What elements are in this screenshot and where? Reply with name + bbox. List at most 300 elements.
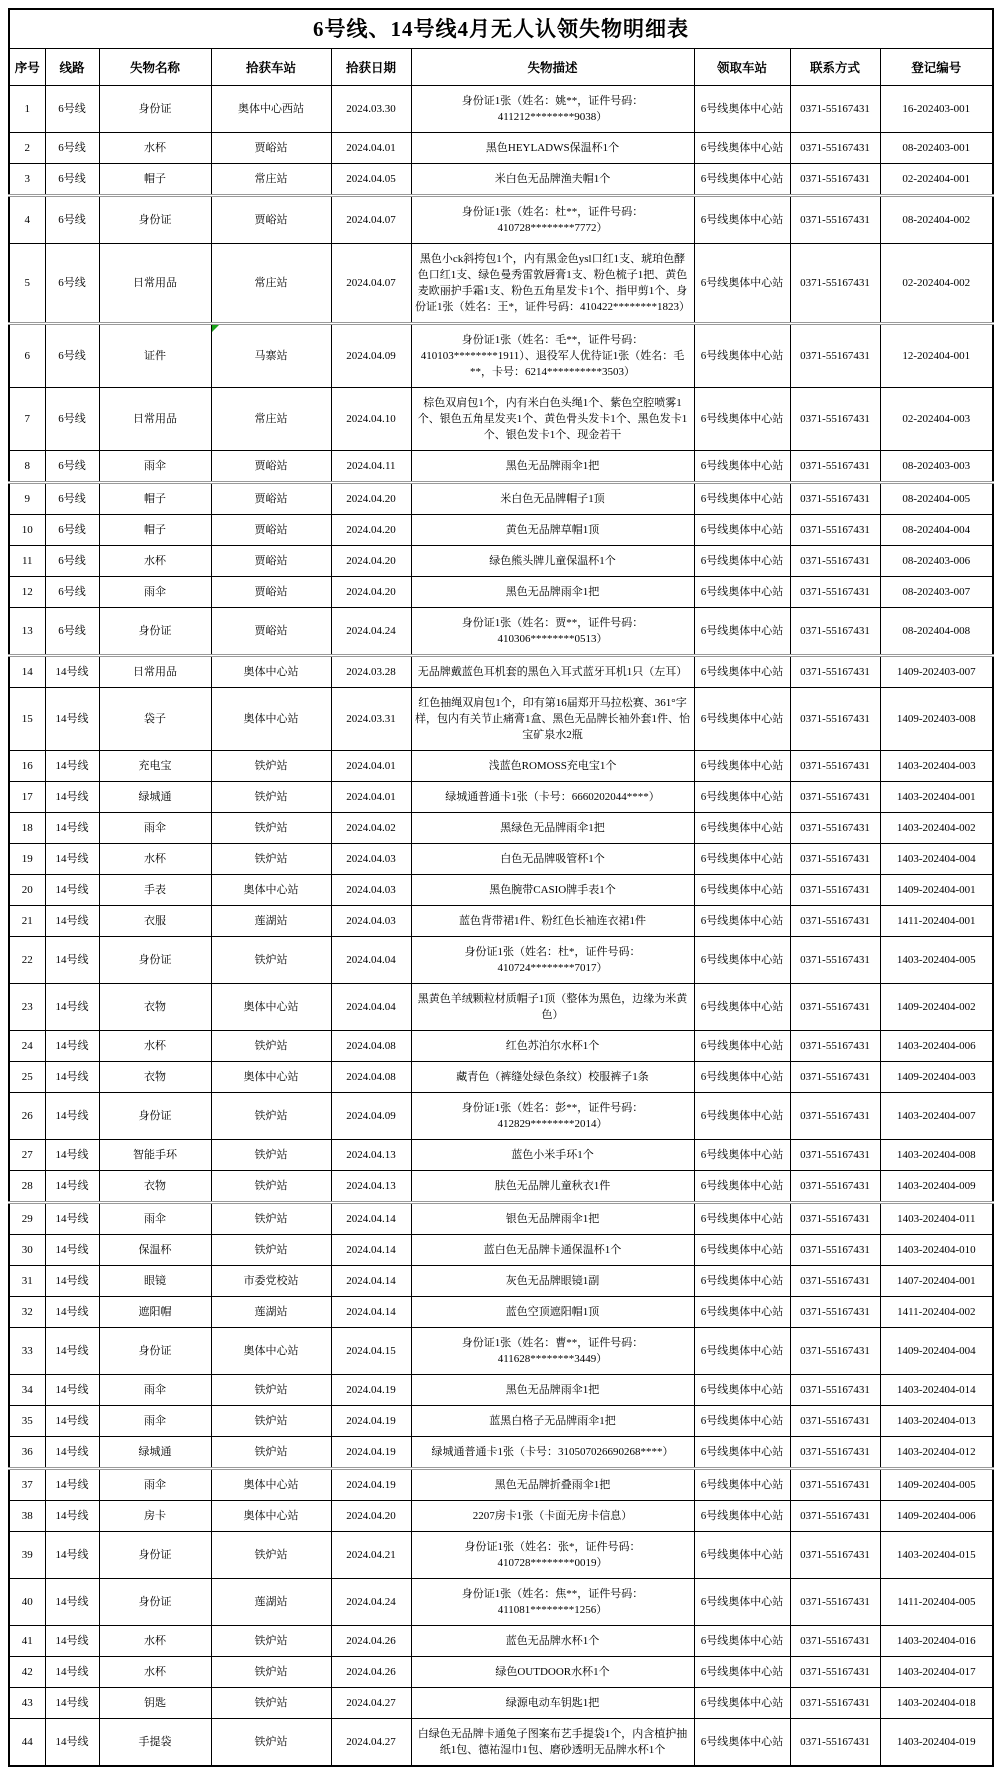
cell-item-name: 雨伞 <box>99 451 211 483</box>
cell-date-found: 2024.04.19 <box>331 1469 411 1501</box>
cell-seq: 41 <box>9 1626 45 1657</box>
cell-item-name: 水杯 <box>99 1626 211 1657</box>
cell-date-found: 2024.04.03 <box>331 906 411 937</box>
cell-contact: 0371-55167431 <box>790 86 880 133</box>
table-row <box>9 1328 993 1375</box>
cell-date-found: 2024.04.07 <box>331 196 411 244</box>
cell-item-name: 身份证 <box>99 1328 211 1375</box>
cell-date-found: 2024.04.09 <box>331 324 411 388</box>
cell-pickup-station: 6号线奥体中心站 <box>694 1031 790 1062</box>
cell-registration-no: 1403-202404-010 <box>880 1235 993 1266</box>
cell-description: 棕色双肩包1个，内有米白色头绳1个、紫色空腔喷雾1个、银色五角星发夹1个、黄色骨头发卡1个、黑色发卡1个、银色发卡1个、现金若干 <box>411 388 694 451</box>
cell-seq: 16 <box>9 751 45 782</box>
cell-registration-no: 1407-202404-001 <box>880 1266 993 1297</box>
cell-station-found: 奥体中心站 <box>211 875 331 906</box>
cell-date-found: 2024.04.01 <box>331 751 411 782</box>
cell-contact: 0371-55167431 <box>790 1266 880 1297</box>
table-row <box>9 1171 993 1203</box>
cell-contact: 0371-55167431 <box>790 937 880 984</box>
cell-pickup-station: 6号线奥体中心站 <box>694 451 790 483</box>
cell-pickup-station: 6号线奥体中心站 <box>694 1579 790 1626</box>
cell-description: 红色抽绳双肩包1个，印有第16届郑开马拉松赛、361°字样，包内有关节止痛膏1盒、黑色无品牌长袖外套1件、怡宝矿泉水2瓶 <box>411 688 694 751</box>
cell-date-found: 2024.03.31 <box>331 688 411 751</box>
cell-contact: 0371-55167431 <box>790 1532 880 1579</box>
cell-station-found: 铁炉站 <box>211 937 331 984</box>
lost-items-table <box>8 8 994 1767</box>
cell-date-found: 2024.04.05 <box>331 164 411 196</box>
cell-line: 14号线 <box>45 688 99 751</box>
cell-contact: 0371-55167431 <box>790 577 880 608</box>
cell-station-found: 铁炉站 <box>211 1031 331 1062</box>
col-header-registration-no: 登记编号 <box>880 49 993 86</box>
cell-registration-no: 1403-202404-008 <box>880 1140 993 1171</box>
col-header-item-name: 失物名称 <box>99 49 211 86</box>
cell-station-found: 常庄站 <box>211 388 331 451</box>
cell-registration-no: 1403-202404-003 <box>880 751 993 782</box>
cell-date-found: 2024.04.08 <box>331 1062 411 1093</box>
cell-station-found: 铁炉站 <box>211 1171 331 1203</box>
cell-contact: 0371-55167431 <box>790 1203 880 1235</box>
cell-description: 蓝色空顶遮阳帽1顶 <box>411 1297 694 1328</box>
cell-contact: 0371-55167431 <box>790 1140 880 1171</box>
cell-registration-no: 1409-202404-005 <box>880 1469 993 1501</box>
cell-line: 14号线 <box>45 1062 99 1093</box>
cell-description: 黑绿色无品牌雨伞1把 <box>411 813 694 844</box>
cell-registration-no: 1411-202404-002 <box>880 1297 993 1328</box>
cell-pickup-station: 6号线奥体中心站 <box>694 1093 790 1140</box>
cell-line: 14号线 <box>45 1437 99 1469</box>
cell-pickup-station: 6号线奥体中心站 <box>694 388 790 451</box>
cell-item-name: 雨伞 <box>99 813 211 844</box>
cell-item-name: 水杯 <box>99 546 211 577</box>
cell-line: 6号线 <box>45 133 99 164</box>
cell-contact: 0371-55167431 <box>790 751 880 782</box>
cell-description: 银色无品牌雨伞1把 <box>411 1203 694 1235</box>
cell-description: 身份证1张（姓名：彭**，证件号码：412829********2014） <box>411 1093 694 1140</box>
table-head <box>9 9 993 86</box>
cell-item-name: 雨伞 <box>99 1406 211 1437</box>
cell-line: 6号线 <box>45 546 99 577</box>
cell-date-found: 2024.04.20 <box>331 1501 411 1532</box>
table-row <box>9 546 993 577</box>
cell-seq: 15 <box>9 688 45 751</box>
cell-line: 14号线 <box>45 1657 99 1688</box>
cell-contact: 0371-55167431 <box>790 984 880 1031</box>
cell-line: 14号线 <box>45 937 99 984</box>
table-row <box>9 656 993 688</box>
table-row <box>9 844 993 875</box>
cell-registration-no: 08-202403-003 <box>880 451 993 483</box>
cell-description: 黑色无品牌雨伞1把 <box>411 577 694 608</box>
cell-pickup-station: 6号线奥体中心站 <box>694 483 790 515</box>
cell-seq: 7 <box>9 388 45 451</box>
cell-contact: 0371-55167431 <box>790 1719 880 1767</box>
cell-registration-no: 08-202403-006 <box>880 546 993 577</box>
cell-pickup-station: 6号线奥体中心站 <box>694 133 790 164</box>
cell-item-name: 衣服 <box>99 906 211 937</box>
cell-date-found: 2024.04.27 <box>331 1719 411 1767</box>
cell-pickup-station: 6号线奥体中心站 <box>694 86 790 133</box>
cell-date-found: 2024.04.02 <box>331 813 411 844</box>
cell-contact: 0371-55167431 <box>790 813 880 844</box>
cell-line: 14号线 <box>45 751 99 782</box>
cell-seq: 13 <box>9 608 45 656</box>
cell-station-found: 市委党校站 <box>211 1266 331 1297</box>
cell-registration-no: 08-202404-002 <box>880 196 993 244</box>
table-row <box>9 1297 993 1328</box>
table-row <box>9 1062 993 1093</box>
cell-seq: 23 <box>9 984 45 1031</box>
cell-station-found: 铁炉站 <box>211 1719 331 1767</box>
cell-item-name: 身份证 <box>99 608 211 656</box>
cell-registration-no: 1403-202404-014 <box>880 1375 993 1406</box>
cell-seq: 20 <box>9 875 45 906</box>
cell-seq: 18 <box>9 813 45 844</box>
table-row <box>9 133 993 164</box>
cell-date-found: 2024.04.20 <box>331 546 411 577</box>
cell-station-found: 奥体中心站 <box>211 688 331 751</box>
table-row <box>9 515 993 546</box>
cell-line: 14号线 <box>45 1031 99 1062</box>
cell-seq: 9 <box>9 483 45 515</box>
cell-contact: 0371-55167431 <box>790 1579 880 1626</box>
cell-item-name: 雨伞 <box>99 1469 211 1501</box>
cell-contact: 0371-55167431 <box>790 324 880 388</box>
cell-item-name: 雨伞 <box>99 1203 211 1235</box>
cell-registration-no: 1411-202404-001 <box>880 906 993 937</box>
cell-seq: 3 <box>9 164 45 196</box>
cell-pickup-station: 6号线奥体中心站 <box>694 164 790 196</box>
cell-contact: 0371-55167431 <box>790 388 880 451</box>
cell-registration-no: 12-202404-001 <box>880 324 993 388</box>
cell-registration-no: 1403-202404-013 <box>880 1406 993 1437</box>
cell-station-found: 铁炉站 <box>211 1375 331 1406</box>
col-header-pickup-station: 领取车站 <box>694 49 790 86</box>
cell-item-name: 绿城通 <box>99 1437 211 1469</box>
cell-line: 6号线 <box>45 196 99 244</box>
cell-pickup-station: 6号线奥体中心站 <box>694 546 790 577</box>
cell-item-name: 保温杯 <box>99 1235 211 1266</box>
cell-seq: 28 <box>9 1171 45 1203</box>
table-row <box>9 86 993 133</box>
cell-registration-no: 1409-202404-001 <box>880 875 993 906</box>
cell-date-found: 2024.04.14 <box>331 1297 411 1328</box>
cell-description: 白绿色无品牌卡通兔子图案布艺手提袋1个，内含植护抽纸1包、德祐湿巾1包、磨砂透明无品牌水杯1个 <box>411 1719 694 1767</box>
cell-station-found: 铁炉站 <box>211 1437 331 1469</box>
cell-description: 身份证1张（姓名：毛**，证件号码：410103********1911）、退役军人优待证1张（姓名：毛**，卡号：6214**********3503） <box>411 324 694 388</box>
cell-contact: 0371-55167431 <box>790 688 880 751</box>
cell-line: 6号线 <box>45 324 99 388</box>
cell-seq: 14 <box>9 656 45 688</box>
table-row <box>9 1501 993 1532</box>
cell-contact: 0371-55167431 <box>790 1437 880 1469</box>
cell-line: 14号线 <box>45 875 99 906</box>
cell-seq: 11 <box>9 546 45 577</box>
cell-station-found: 莲湖站 <box>211 1297 331 1328</box>
cell-station-found: 铁炉站 <box>211 1406 331 1437</box>
cell-seq: 42 <box>9 1657 45 1688</box>
cell-contact: 0371-55167431 <box>790 1688 880 1719</box>
cell-description: 黑色HEYLADWS保温杯1个 <box>411 133 694 164</box>
header-row <box>9 49 993 86</box>
table-row <box>9 751 993 782</box>
table-row <box>9 1657 993 1688</box>
cell-registration-no: 1403-202404-004 <box>880 844 993 875</box>
cell-item-name: 帽子 <box>99 515 211 546</box>
cell-contact: 0371-55167431 <box>790 483 880 515</box>
cell-description: 蓝色小米手环1个 <box>411 1140 694 1171</box>
cell-seq: 44 <box>9 1719 45 1767</box>
cell-seq: 2 <box>9 133 45 164</box>
cell-pickup-station: 6号线奥体中心站 <box>694 577 790 608</box>
cell-station-found: 奥体中心站 <box>211 1062 331 1093</box>
cell-contact: 0371-55167431 <box>790 608 880 656</box>
cell-date-found: 2024.04.24 <box>331 608 411 656</box>
cell-pickup-station: 6号线奥体中心站 <box>694 1203 790 1235</box>
cell-pickup-station: 6号线奥体中心站 <box>694 1328 790 1375</box>
cell-seq: 34 <box>9 1375 45 1406</box>
cell-pickup-station: 6号线奥体中心站 <box>694 1375 790 1406</box>
cell-registration-no: 16-202403-001 <box>880 86 993 133</box>
cell-item-name: 证件 <box>99 324 211 388</box>
cell-description: 身份证1张（姓名：贾**，证件号码：410306********0513） <box>411 608 694 656</box>
cell-date-found: 2024.04.09 <box>331 1093 411 1140</box>
cell-pickup-station: 6号线奥体中心站 <box>694 844 790 875</box>
cell-line: 6号线 <box>45 451 99 483</box>
cell-contact: 0371-55167431 <box>790 196 880 244</box>
cell-date-found: 2024.04.14 <box>331 1235 411 1266</box>
table-row <box>9 244 993 324</box>
cell-description: 灰色无品牌眼镜1副 <box>411 1266 694 1297</box>
cell-date-found: 2024.04.15 <box>331 1328 411 1375</box>
cell-registration-no: 08-202404-004 <box>880 515 993 546</box>
cell-pickup-station: 6号线奥体中心站 <box>694 1626 790 1657</box>
cell-description: 黑黄色羊绒颗粒材质帽子1顶（整体为黑色，边缘为米黄色） <box>411 984 694 1031</box>
cell-contact: 0371-55167431 <box>790 244 880 324</box>
cell-registration-no: 02-202404-002 <box>880 244 993 324</box>
cell-registration-no: 1403-202404-009 <box>880 1171 993 1203</box>
cell-seq: 5 <box>9 244 45 324</box>
cell-station-found: 奥体中心站 <box>211 984 331 1031</box>
cell-station-found: 铁炉站 <box>211 1657 331 1688</box>
cell-date-found: 2024.04.01 <box>331 782 411 813</box>
cell-pickup-station: 6号线奥体中心站 <box>694 1171 790 1203</box>
cell-station-found: 铁炉站 <box>211 1093 331 1140</box>
cell-line: 14号线 <box>45 984 99 1031</box>
cell-registration-no: 1403-202404-006 <box>880 1031 993 1062</box>
cell-station-found: 奥体中心站 <box>211 1328 331 1375</box>
cell-pickup-station: 6号线奥体中心站 <box>694 1657 790 1688</box>
cell-station-found: 莲湖站 <box>211 906 331 937</box>
cell-line: 14号线 <box>45 844 99 875</box>
table-row <box>9 196 993 244</box>
cell-line: 6号线 <box>45 483 99 515</box>
cell-pickup-station: 6号线奥体中心站 <box>694 1532 790 1579</box>
cell-description: 2207房卡1张（卡面无房卡信息） <box>411 1501 694 1532</box>
cell-contact: 0371-55167431 <box>790 1657 880 1688</box>
cell-line: 14号线 <box>45 813 99 844</box>
cell-date-found: 2024.04.01 <box>331 133 411 164</box>
cell-pickup-station: 6号线奥体中心站 <box>694 906 790 937</box>
cell-seq: 6 <box>9 324 45 388</box>
cell-description: 蓝色背带裙1件、粉红色长袖连衣裙1件 <box>411 906 694 937</box>
cell-contact: 0371-55167431 <box>790 546 880 577</box>
cell-contact: 0371-55167431 <box>790 1328 880 1375</box>
cell-item-name: 身份证 <box>99 1579 211 1626</box>
cell-station-found: 贾峪站 <box>211 546 331 577</box>
table-row <box>9 1469 993 1501</box>
cell-item-name: 衣物 <box>99 984 211 1031</box>
cell-seq: 29 <box>9 1203 45 1235</box>
cell-description: 米白色无品牌帽子1顶 <box>411 483 694 515</box>
table-row <box>9 1375 993 1406</box>
cell-pickup-station: 6号线奥体中心站 <box>694 656 790 688</box>
cell-line: 6号线 <box>45 164 99 196</box>
table-row <box>9 782 993 813</box>
cell-date-found: 2024.04.10 <box>331 388 411 451</box>
cell-registration-no: 1403-202404-005 <box>880 937 993 984</box>
table-row <box>9 483 993 515</box>
cell-seq: 17 <box>9 782 45 813</box>
cell-pickup-station: 6号线奥体中心站 <box>694 324 790 388</box>
cell-registration-no: 1403-202404-015 <box>880 1532 993 1579</box>
cell-seq: 21 <box>9 906 45 937</box>
cell-pickup-station: 6号线奥体中心站 <box>694 1469 790 1501</box>
cell-date-found: 2024.04.19 <box>331 1406 411 1437</box>
cell-item-name: 智能手环 <box>99 1140 211 1171</box>
cell-item-name: 衣物 <box>99 1171 211 1203</box>
cell-pickup-station: 6号线奥体中心站 <box>694 608 790 656</box>
cell-item-name: 日常用品 <box>99 388 211 451</box>
cell-contact: 0371-55167431 <box>790 1297 880 1328</box>
cell-registration-no: 1409-202404-003 <box>880 1062 993 1093</box>
cell-registration-no: 08-202404-008 <box>880 608 993 656</box>
cell-seq: 19 <box>9 844 45 875</box>
cell-registration-no: 1409-202403-008 <box>880 688 993 751</box>
cell-seq: 22 <box>9 937 45 984</box>
col-header-seq: 序号 <box>9 49 45 86</box>
cell-description: 无品牌戴蓝色耳机套的黑色入耳式蓝牙耳机1只（左耳） <box>411 656 694 688</box>
cell-item-name: 日常用品 <box>99 244 211 324</box>
col-header-description: 失物描述 <box>411 49 694 86</box>
cell-line: 14号线 <box>45 1406 99 1437</box>
cell-contact: 0371-55167431 <box>790 133 880 164</box>
cell-station-found: 贾峪站 <box>211 196 331 244</box>
cell-station-found: 铁炉站 <box>211 1688 331 1719</box>
cell-description: 身份证1张（姓名：杜**，证件号码：410728********7772） <box>411 196 694 244</box>
cell-line: 14号线 <box>45 1688 99 1719</box>
cell-date-found: 2024.04.08 <box>331 1031 411 1062</box>
cell-description: 身份证1张（姓名：张*，证件号码：410728********0019） <box>411 1532 694 1579</box>
cell-station-found: 贾峪站 <box>211 515 331 546</box>
cell-registration-no: 1403-202404-016 <box>880 1626 993 1657</box>
cell-line: 14号线 <box>45 656 99 688</box>
cell-description: 绿城通普通卡1张（卡号：6660202044****） <box>411 782 694 813</box>
cell-item-name: 房卡 <box>99 1501 211 1532</box>
cell-line: 14号线 <box>45 1579 99 1626</box>
col-header-line: 线路 <box>45 49 99 86</box>
table-row <box>9 1626 993 1657</box>
cell-line: 14号线 <box>45 1235 99 1266</box>
cell-contact: 0371-55167431 <box>790 1062 880 1093</box>
cell-registration-no: 1409-202404-002 <box>880 984 993 1031</box>
table-row <box>9 1579 993 1626</box>
cell-registration-no: 1411-202404-005 <box>880 1579 993 1626</box>
cell-item-name: 水杯 <box>99 133 211 164</box>
cell-item-name: 袋子 <box>99 688 211 751</box>
cell-date-found: 2024.04.26 <box>331 1626 411 1657</box>
cell-description: 身份证1张（姓名：焦**，证件号码：411081********1256） <box>411 1579 694 1626</box>
cell-contact: 0371-55167431 <box>790 1093 880 1140</box>
col-header-contact: 联系方式 <box>790 49 880 86</box>
cell-station-found: 奥体中心站 <box>211 656 331 688</box>
cell-date-found: 2024.04.21 <box>331 1532 411 1579</box>
cell-line: 14号线 <box>45 1626 99 1657</box>
cell-contact: 0371-55167431 <box>790 844 880 875</box>
cell-registration-no: 08-202404-005 <box>880 483 993 515</box>
cell-seq: 35 <box>9 1406 45 1437</box>
cell-item-name: 身份证 <box>99 196 211 244</box>
cell-pickup-station: 6号线奥体中心站 <box>694 1437 790 1469</box>
cell-registration-no: 02-202404-003 <box>880 388 993 451</box>
cell-description: 米白色无品牌渔夫帽1个 <box>411 164 694 196</box>
cell-pickup-station: 6号线奥体中心站 <box>694 875 790 906</box>
table-row <box>9 1235 993 1266</box>
cell-pickup-station: 6号线奥体中心站 <box>694 1719 790 1767</box>
cell-description: 黑色无品牌折叠雨伞1把 <box>411 1469 694 1501</box>
cell-contact: 0371-55167431 <box>790 164 880 196</box>
cell-line: 14号线 <box>45 1171 99 1203</box>
cell-seq: 10 <box>9 515 45 546</box>
cell-seq: 30 <box>9 1235 45 1266</box>
cell-station-found: 常庄站 <box>211 164 331 196</box>
cell-registration-no: 1403-202404-018 <box>880 1688 993 1719</box>
cell-line: 14号线 <box>45 1203 99 1235</box>
cell-contact: 0371-55167431 <box>790 1501 880 1532</box>
cell-description: 白色无品牌吸管杯1个 <box>411 844 694 875</box>
cell-seq: 32 <box>9 1297 45 1328</box>
cell-pickup-station: 6号线奥体中心站 <box>694 1235 790 1266</box>
cell-pickup-station: 6号线奥体中心站 <box>694 1688 790 1719</box>
table-row <box>9 1140 993 1171</box>
table-row <box>9 688 993 751</box>
cell-contact: 0371-55167431 <box>790 1171 880 1203</box>
cell-line: 14号线 <box>45 1375 99 1406</box>
cell-seq: 4 <box>9 196 45 244</box>
cell-seq: 8 <box>9 451 45 483</box>
cell-date-found: 2024.04.20 <box>331 483 411 515</box>
cell-registration-no: 1409-202404-006 <box>880 1501 993 1532</box>
cell-station-found: 铁炉站 <box>211 1235 331 1266</box>
cell-date-found: 2024.04.19 <box>331 1437 411 1469</box>
cell-contact: 0371-55167431 <box>790 1406 880 1437</box>
cell-pickup-station: 6号线奥体中心站 <box>694 937 790 984</box>
cell-date-found: 2024.04.03 <box>331 875 411 906</box>
cell-station-found: 铁炉站 <box>211 1626 331 1657</box>
cell-station-found: 铁炉站 <box>211 813 331 844</box>
cell-line: 6号线 <box>45 515 99 546</box>
cell-registration-no: 1409-202404-004 <box>880 1328 993 1375</box>
table-row <box>9 1406 993 1437</box>
page-title: 6号线、14号线4月无人认领失物明细表 <box>9 9 993 49</box>
cell-date-found: 2024.04.13 <box>331 1140 411 1171</box>
cell-line: 14号线 <box>45 1328 99 1375</box>
cell-date-found: 2024.03.28 <box>331 656 411 688</box>
cell-seq: 27 <box>9 1140 45 1171</box>
comment-marker-icon <box>212 325 219 332</box>
cell-description: 黑色腕带CASIO牌手表1个 <box>411 875 694 906</box>
cell-seq: 31 <box>9 1266 45 1297</box>
